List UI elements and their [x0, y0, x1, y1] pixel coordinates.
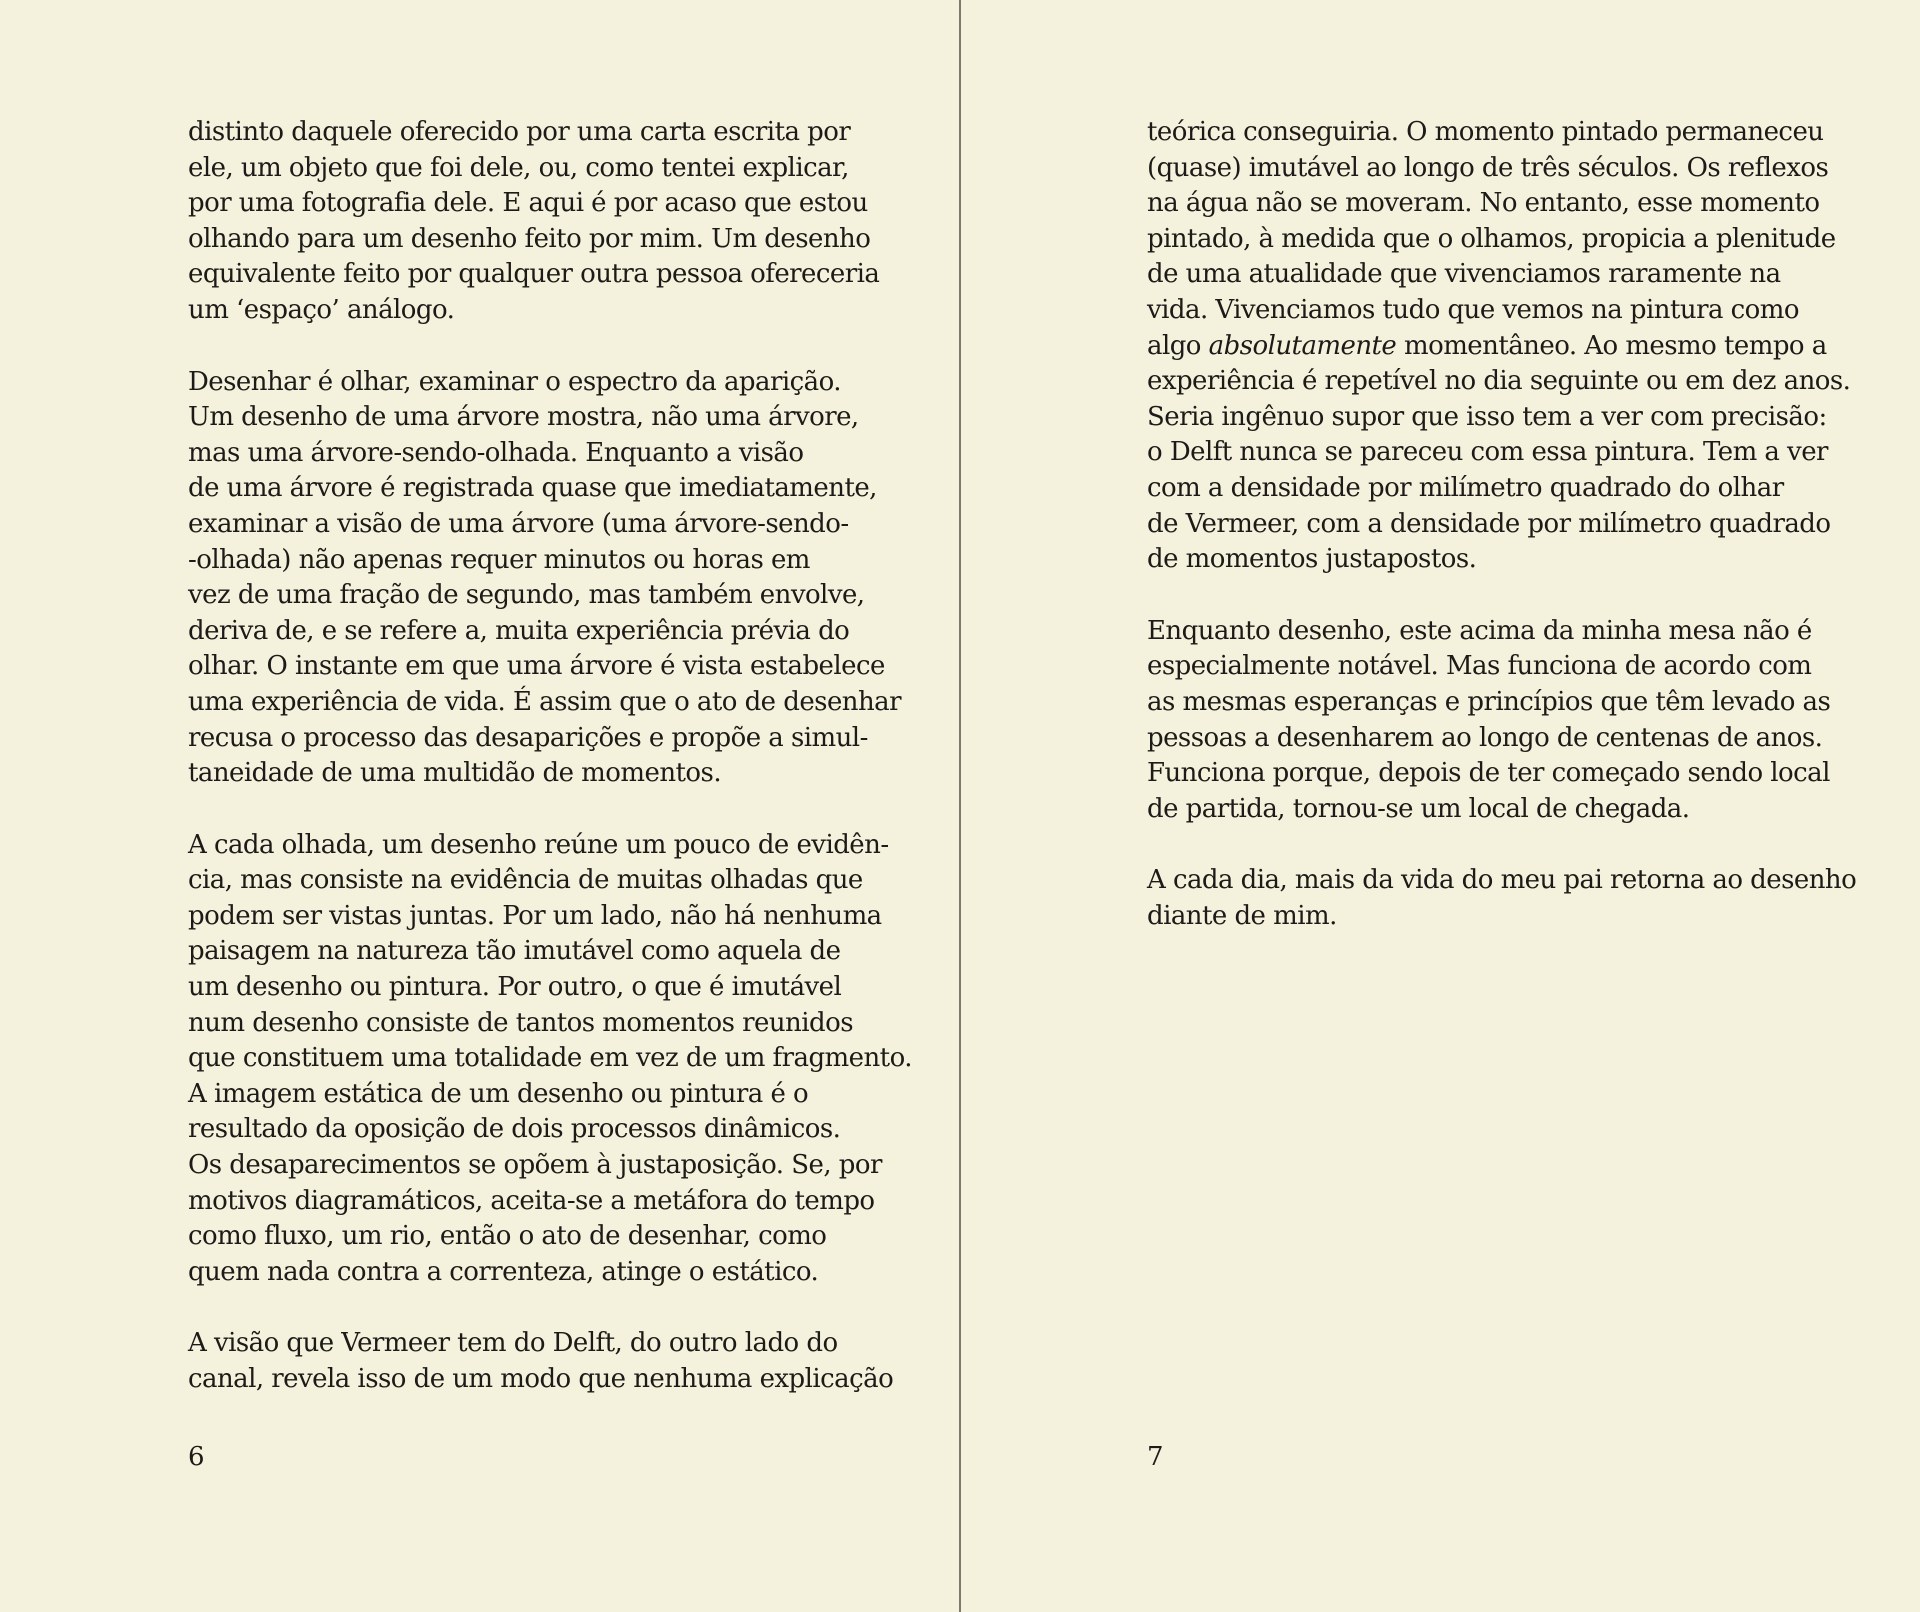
text-line: teórica conseguiria. O momento pintado permaneceu — [1147, 117, 1824, 147]
paragraph — [188, 365, 902, 792]
text-line: Funciona porque, depois de ter começado sendo local — [1147, 758, 1830, 789]
text-line: por uma fotografia dele. E aqui é por acaso que estou — [188, 188, 868, 219]
text-line: examinar a visão de uma árvore (uma árvore-sendo- — [188, 508, 849, 539]
text-line: especialmente notável. Mas funciona de acordo com — [1147, 651, 1812, 682]
text-line: um ‘espaço’ análogo. — [188, 294, 455, 325]
text-line: Os desaparecimentos se opõem à justaposição. Se, por — [188, 1150, 882, 1181]
page-number: 7 — [1147, 1442, 1164, 1472]
text-line: olhar. O instante em que uma árvore é vista estabelece — [188, 651, 885, 682]
text-line: Enquanto desenho, este acima da minha mesa não é — [1147, 615, 1812, 646]
text-line: taneidade de uma multidão de momentos. — [188, 758, 722, 789]
text-line: equivalente feito por qualquer outra pessoa ofereceria — [188, 259, 880, 290]
text-line: como fluxo, um rio, então o ato de desenhar, como — [188, 1221, 827, 1252]
text-line: na água não se moveram. No entanto, esse momento — [1147, 188, 1820, 219]
text-line: que constituem uma totalidade em vez de um fragmento. — [188, 1043, 912, 1074]
paragraph — [188, 828, 912, 1291]
text-line: Seria ingênuo supor que isso tem a ver com precisão: — [1147, 401, 1827, 432]
text-line: vez de uma fração de segundo, mas também envolve, — [188, 580, 865, 611]
text-line: paisagem na natureza tão imutável como aquela de — [188, 936, 841, 967]
text-line: A visão que Vermeer tem do Delft, do outro lado do — [188, 1328, 838, 1359]
text-line: Desenhar é olhar, examinar o espectro da aparição. — [188, 366, 841, 397]
text-line: pessoas a desenharem ao longo de centenas de anos. — [1147, 722, 1823, 753]
text-line: motivos diagramáticos, aceita-se a metáfora do tempo — [188, 1185, 875, 1216]
text-line: recusa o processo das desaparições e propõe a simul- — [188, 722, 868, 753]
text-line: podem ser vistas juntas. Por um lado, não há nenhuma — [188, 900, 882, 931]
text-line: quem nada contra a correnteza, atinge o estático. — [188, 1256, 819, 1287]
text-line: o Delft nunca se pareceu com essa pintura. Tem a ver — [1147, 437, 1828, 468]
text-line: de partida, tornou-se um local de chegada. — [1147, 793, 1690, 824]
right-page — [962, 0, 1920, 1612]
text-line: canal, revela isso de um modo que nenhuma explicação — [188, 1364, 894, 1394]
text-line: num desenho consiste de tantos momentos reunidos — [188, 1007, 853, 1038]
text-run: algo — [1147, 330, 1209, 361]
text-line: ele, um objeto que foi dele, ou, como tentei explicar, — [188, 152, 849, 183]
italic-emphasis: absolutamente — [1208, 330, 1397, 361]
text-line: de uma atualidade que vivenciamos raramente na — [1147, 259, 1781, 290]
text-line: de Vermeer, com a densidade por milímetro quadrado — [1147, 508, 1831, 539]
text-line-with-italic — [1147, 329, 1847, 365]
page-number: 6 — [188, 1442, 205, 1472]
text-line: pintado, à medida que o olhamos, propicia a plenitude — [1147, 223, 1836, 254]
paragraph — [1147, 614, 1847, 828]
paragraph — [1147, 863, 1857, 934]
paragraph — [188, 115, 888, 329]
text-line: A cada dia, mais da vida do meu pai retorna ao desenho — [1147, 865, 1857, 896]
text-line: com a densidade por milímetro quadrado do olhar — [1147, 472, 1784, 503]
text-run: momentâneo. Ao mesmo tempo a — [1396, 330, 1827, 361]
text-line: -olhada) não apenas requer minutos ou horas em — [188, 544, 810, 575]
left-page — [0, 0, 958, 1612]
text-line: as mesmas esperanças e princípios que têm levado as — [1147, 686, 1831, 717]
text-line: de uma árvore é registrada quase que imediatamente, — [188, 473, 877, 504]
text-line: de momentos justapostos. — [1147, 544, 1477, 575]
text-line: (quase) imutável ao longo de três séculos. Os reflexos — [1147, 152, 1829, 183]
text-line: olhando para um desenho feito por mim. Um desenho — [188, 223, 871, 254]
page-gutter-divider — [959, 0, 961, 1612]
text-line: A cada olhada, um desenho reúne um pouco de evidên- — [188, 829, 889, 860]
right-page-text — [1147, 115, 1857, 970]
text-line: A imagem estática de um desenho ou pintura é o — [188, 1078, 809, 1109]
text-line: diante de mim. — [1147, 900, 1337, 931]
text-line: distinto daquele oferecido por uma carta escrita por — [188, 117, 851, 147]
text-line: mas uma árvore-sendo-olhada. Enquanto a visão — [188, 437, 804, 468]
paragraph — [1147, 115, 1851, 578]
text-line: cia, mas consiste na evidência de muitas olhadas que — [188, 865, 863, 896]
text-line: um desenho ou pintura. Por outro, o que é imutável — [188, 972, 842, 1003]
text-line: resultado da oposição de dois processos dinâmicos. — [188, 1114, 841, 1145]
left-page-text — [188, 115, 912, 1434]
paragraph — [188, 1326, 894, 1397]
text-line: experiência é repetível no dia seguinte ou em dez anos. — [1147, 366, 1851, 397]
text-line: Um desenho de uma árvore mostra, não uma árvore, — [188, 402, 859, 433]
text-line: vida. Vivenciamos tudo que vemos na pintura como — [1147, 294, 1799, 325]
text-line: deriva de, e se refere a, muita experiência prévia do — [188, 615, 850, 646]
text-line: uma experiência de vida. É assim que o ato de desenhar — [188, 686, 902, 717]
